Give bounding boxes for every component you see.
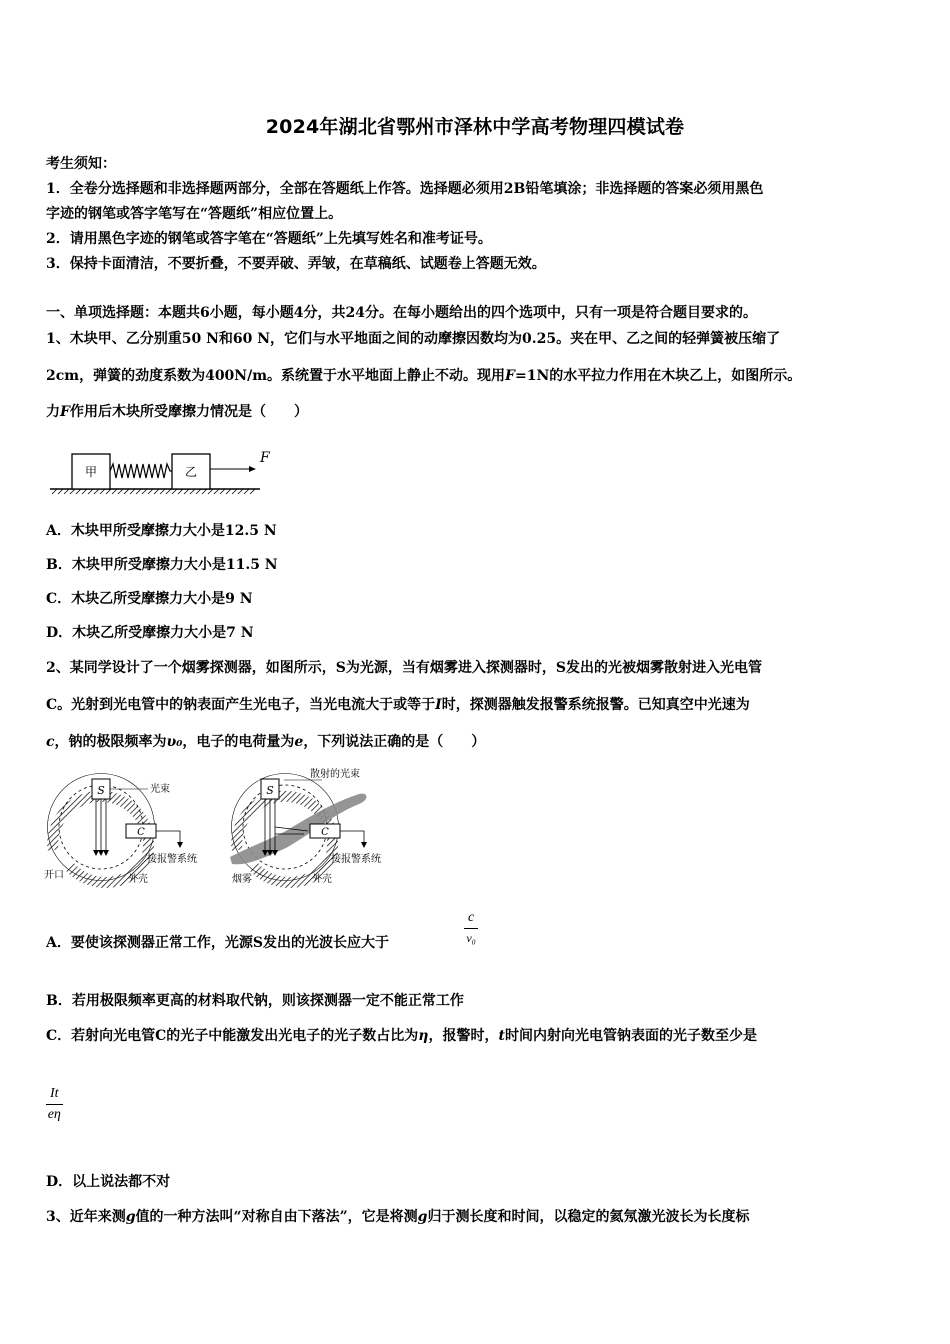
current-symbol: I: [435, 697, 442, 713]
smoke-detector-figure: [40, 762, 400, 890]
fraction-numerator: c: [468, 910, 475, 925]
alarm-label: 接报警系统: [331, 854, 381, 865]
q1-option-a: A．木块甲所受摩擦力大小是12.5 N: [46, 523, 277, 539]
scattered-beam-label: 散射的光束: [310, 769, 360, 780]
q1-option-d: D．木块乙所受摩擦力大小是7 N: [46, 625, 254, 641]
tube-label: C: [321, 827, 329, 838]
beam-label: 光束: [150, 784, 170, 795]
q2-line-2: [46, 694, 750, 714]
q2-option-d: D．以上说法都不对: [46, 1174, 171, 1190]
fraction-denominator: v₀: [466, 931, 476, 945]
notice-item-2: 2．请用黑色字迹的钢笔或答字笔在“答题纸”上先填写姓名和准考证号。: [46, 231, 492, 247]
notice-item-1: 1．全卷分选择题和非选择题两部分，全部在答题纸上作答。选择题必须用2B铅笔填涂；非选择题的答案必须用黑色: [46, 181, 764, 197]
shell-label: 外壳: [128, 874, 148, 885]
smoke-label: 烟雾: [232, 874, 252, 885]
q2-line-2a: C。光射到光电管中的钠表面产生光电子，当光电流大于或等于: [46, 697, 436, 713]
q2-line-3b: ，电子的电荷量为: [182, 734, 295, 750]
section-heading: 一、单项选择题：本题共6小题，每小题4分，共24分。在每小题给出的四个选项中，只有一项是符合题目要求的。: [46, 305, 757, 321]
notice-item-3: 3．保持卡面清洁，不要折叠，不要弄破、弄皱，在草稿纸、试题卷上答题无效。: [46, 256, 546, 272]
q2-line-1: 2、某同学设计了一个烟雾探测器，如图所示，S为光源，当有烟雾进入探测器时，S发出的光被烟雾散射进入光电管: [46, 660, 762, 676]
source-label: S: [97, 784, 105, 797]
q3-line-1b: 值的一种方法叫“对称自由下落法”，它是将测: [135, 1209, 418, 1225]
light-speed-symbol: c: [46, 734, 55, 750]
force-symbol: F: [505, 368, 515, 384]
q2-line-3c: ，下列说法正确的是（ ）: [303, 734, 486, 750]
opening-label: 开口: [44, 870, 64, 881]
q1-line-3b: 作用后木块所受摩擦力情况是（ ）: [69, 404, 308, 420]
page-title: 2024年湖北省鄂州市泽林中学高考物理四模试卷: [265, 116, 685, 138]
q1-option-c: C．木块乙所受摩擦力大小是9 N: [46, 591, 253, 607]
q1-line-1: 1、木块甲、乙分别重50 N和60 N，它们与水平地面之间的动摩擦因数均为0.25。夹在甲、乙之间的轻弹簧被压缩了: [46, 331, 781, 347]
time-symbol: t: [498, 1028, 505, 1044]
q2-option-c-a: C．若射向光电管C的光子中能激发出光电子的光子数占比为: [46, 1028, 419, 1044]
q2-option-a: A．要使该探测器正常工作，光源S发出的光波长应大于: [46, 935, 389, 951]
freq-symbol: υ₀: [166, 734, 183, 750]
q2-option-c-c: 时间内射向光电管钠表面的光子数至少是: [504, 1028, 757, 1044]
detector-right: [230, 767, 381, 885]
force-arrowhead: [249, 466, 256, 472]
q1-line-3: [46, 401, 308, 421]
q2-option-c-b: ，报警时，: [428, 1028, 499, 1044]
q2-option-c: [46, 1025, 757, 1045]
fraction-it-over-eeta: [46, 1086, 63, 1123]
q2-line-3a: ，钠的极限频率为: [54, 734, 167, 750]
block-jia-label: 甲: [84, 465, 98, 479]
q2-option-b: B．若用极限频率更高的材料取代钠，则该探测器一定不能正常工作: [46, 993, 464, 1009]
q1-option-b: B．木块甲所受摩擦力大小是11.5 N: [46, 557, 278, 573]
block-yi-label: 乙: [184, 465, 198, 479]
fraction-c-over-v0: [464, 910, 478, 946]
fraction-denominator: eη: [47, 1107, 61, 1122]
q2-line-3: [46, 731, 485, 751]
force-label: F: [260, 450, 270, 466]
alarm-label: 接报警系统: [147, 854, 197, 865]
q3-line-1c: 归于测长度和时间，以稳定的氦氖激光波长为长度标: [427, 1209, 750, 1225]
charge-symbol: e: [294, 734, 304, 750]
g-symbol: g: [125, 1209, 136, 1225]
q2-line-2b: 时，探测器触发报警系统报警。已知真空中光速为: [441, 697, 750, 713]
shell-label: 外壳: [312, 874, 332, 885]
blocks-spring-figure: [46, 442, 286, 498]
q1-line-3a: 力: [46, 404, 60, 420]
q1-line-2: [46, 365, 801, 385]
notice-item-1-cont: 字迹的钢笔或答字笔写在“答题纸”相应位置上。: [46, 206, 343, 222]
g-symbol: g: [417, 1209, 428, 1225]
tube-label: C: [137, 827, 145, 838]
q1-line-2a: 2cm，弹簧的劲度系数为400N/m。系统置于水平地面上静止不动。现用: [46, 368, 506, 384]
notice-heading: 考生须知：: [46, 156, 116, 172]
detector-left: [44, 774, 197, 886]
eta-symbol: η: [418, 1028, 429, 1044]
spring: [110, 464, 172, 478]
fraction-numerator: It: [50, 1086, 59, 1101]
q3-line-1a: 3、近年来测: [46, 1209, 126, 1225]
q3-line-1: [46, 1206, 749, 1226]
q1-line-2b: =1N的水平拉力作用在木块乙上，如图所示。: [514, 368, 802, 384]
source-label: S: [266, 784, 274, 797]
force-symbol: F: [60, 404, 70, 420]
